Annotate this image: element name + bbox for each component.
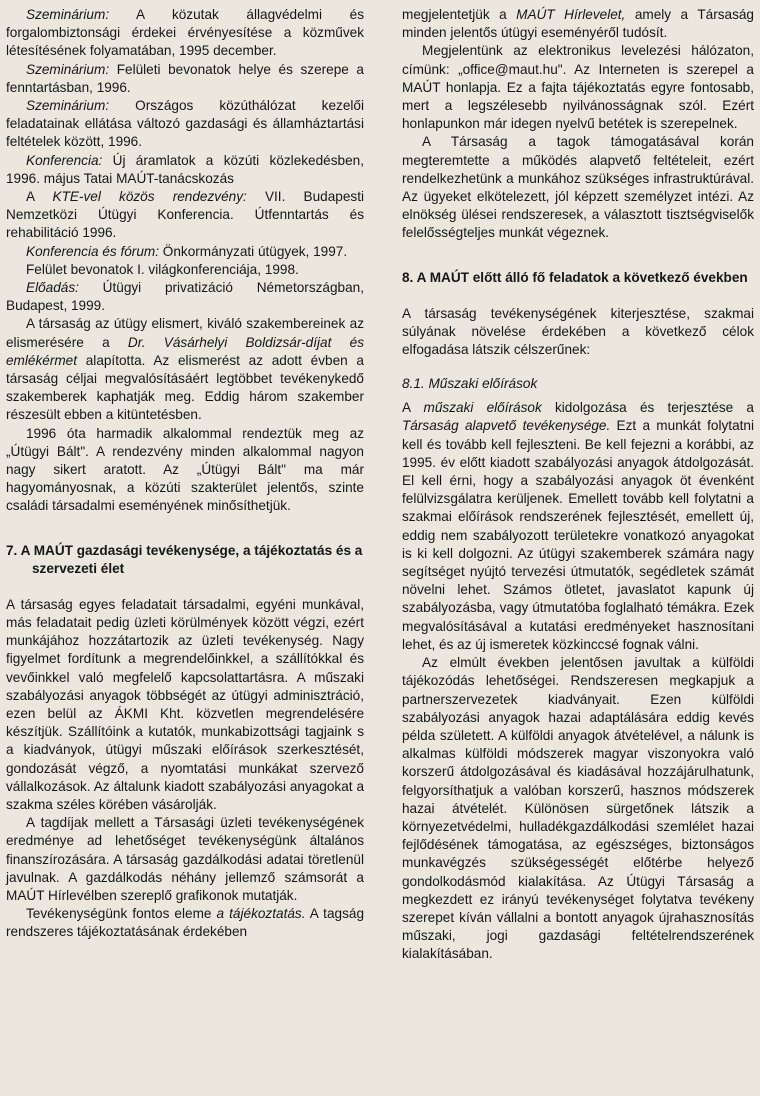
section-7-paragraph: A tagdíjak mellett a Társasági üzleti tevékenységének eredménye ad lehetőséget tevékenységünk általános finanszírozására. A társaság gazdálkodási adatai töretlenül javulnak. A gazdálkodás néhány jellemző számsorát a MAÚT Hírlevélben szereplő grafikonok mutatják. [6, 815, 364, 903]
section-8-1-paragraph: A műszaki előírások kidolgozása és terjesztése a Társaság alapvető tevékenysége. Ezt a munkát folytatni kell és tovább kell fejleszteni. Be kell fejezni a korábbi, az 1995. év előtt kiadott szabályozási anyagok átdolgozását. El kell érni, hogy a szabályozási anyagok öt évenként felülvizsgálatra kerüljenek. Emellett tovább kell folytatni a szakmai előírások rendszerének fejlesztését, emellett új, eddig nem szabályozott területekre vonatkozó anyagokat is ki kell dolgozni. Az útügyi szakemberek számára nagy segítséget nyújtó tervezési útmutatók, segédletek számát növelni lehet. Számos ötletet, javaslatot kapunk új szabályozásba, vagy útmutatóba foglalható témákra. Ezek megvalósításával a kutatási eredményeket hasznosítani lehet, és az új ismeretek közkinccsé fognak válni. [402, 400, 755, 652]
continued-paragraph: megjelentetjük a MAÚT Hírlevelet, amely a Társaság minden jelentős útügyi eseményéről tudósít. [402, 7, 754, 41]
support-paragraph: A Társaság a tagok támogatásával korán megteremtette a működés alapvető feltételeit, ezért rendelkezhetünk a munkához szükséges infrastruktúrával. Az ügyeket elkötelezett, jól képzett személyzet intézi. Az elnökség ülései rendszeresek, a választott tisztségviselők felelősségteljes munkát végeznek. [402, 134, 754, 241]
event-item: Felület bevonatok I. világkonferenciája, 1998. [26, 261, 299, 277]
left-column [6, 6, 364, 942]
right-column [402, 6, 754, 964]
section-7-paragraph: Tevékenységünk fontos eleme a tájékoztatás. A tagság rendszeres tájékoztatásának érdekében [6, 906, 365, 940]
event-item: Konferencia: Új áramlatok a közúti közlekedésben, 1996. május Tatai MAÚT-tanácskozás [6, 152, 364, 186]
event-item: Szeminárium: Országos közúthálózat kezelői feladatainak ellátása változó gazdasági és államháztartási feltételek között, 1996. [6, 98, 364, 150]
section-7-paragraph: A társaság egyes feladatait társadalmi, egyéni munkával, más feladatait pedig üzleti körülmények között végzi, ezért munkájához hozzátartozik az üzleti tevékenység. Nagy figyelmet fordítunk a megrendelőinkkel, a szállítókkal és vevőinkkel való megfelelő kapcsolattartásra. A műszaki szabályozási anyagok többségét az útügyi adminisztráció, ezen belül az ÁKMI Kht. közvetlen megrendelésére készítjük. Szállítóink a kutatók, munkabizottsági tagjaink s a kiadványok, útügyi műszaki előírások szerkesztését, gondozását végző, a nyomtatási munkákat szervező vállalkozások. Az általunk kiadott szabályozási anyagokat a szakma széles körében vásárolják. [6, 596, 364, 812]
email-paragraph: Megjelentünk az elektronikus levelezési hálózaton, címünk: „office@maut.hu". Az Interneten is szerepel a MAÚT honlapja. Ez a fajta tájékoztatás egyre fontosabb, mert a legszélesebb nyilvánosságnak szól. Ezért honlapunkon már idegen nyelvű betétek is szerepelnek. [402, 43, 754, 132]
section-8-1-paragraph: Az elmúlt években jelentősen javultak a külföldi tájékozódás lehetőségei. Rendszeresen megkapjuk a partnerszervezetek kiadványait. Ezen külföldi szabályozási anyagok hazai adaptálására eddig kevés példa született. A külföldi anyagok átvételével, a nálunk is alkalmas külföldi módszerek magyar viszonyokra való korszerű átdolgozásával és kiadásával hozzájárulhatunk, felgyorsíthatjuk a valóban korszerű, hasznos módszerek hazai átvételét. Különösen sürgetőnek látszik a környezetvédelmi, hulladékgazdálkodási szemlélet hazai fejlődésének támogatása, az egészséges, biztonságos munkavégzés szükségességét előtérbe helyező gondolkodásmód kialakítása. Az Útügyi Társaság a megkezdett ez irányú tevékenységet folytatva tevékeny szerepet kíván vállalni a bontott anyagok újrahasznosítás műszaki, jogi gazdasági feltételrendszerének kialakításában. [402, 655, 754, 962]
event-item: Szeminárium: Felületi bevonatok helye és szerepe a fenntartásban, 1996. [6, 61, 364, 95]
section-8-heading: 8. A MAÚT előtt álló fő feladatok a következő években [402, 269, 748, 285]
events-list [6, 6, 364, 315]
ball-paragraph: 1996 óta harmadik alkalommal rendeztük meg az „Útügyi Bált". A rendezvény minden alkalommal nagyon nagy sikert aratott. Az „Útügyi Bált" ma már hagyományosnak, a közúti szakterület jelentős, szinte családi társadalmi eseményének minősíthetjük. [6, 425, 364, 514]
section-8-1-heading: 8.1. Műszaki előírások [402, 376, 538, 392]
event-item: Szeminárium: A közutak állagvédelmi és forgalombiztonsági érdekei érvényesítése a közművek létesítésének folyamatában, 1995 december. [6, 7, 364, 59]
event-item: A KTE-vel közös rendezvény: VII. Budapesti Nemzetközi Útügyi Konferencia. Útfenntartás és rehabilitáció 1996. [6, 189, 364, 241]
event-item: Előadás: Útügyi privatizáció Németországban, Budapest, 1999. [6, 280, 364, 314]
section-7-heading: 7. A MAÚT gazdasági tevékenysége, a tájékoztatás és a szervezeti élet [6, 542, 363, 576]
section-8-intro: A társaság tevékenységének kiterjesztése, szakmai súlyának növelése érdekében a következő célok elfogadása látszik célszerűnek: [402, 305, 754, 358]
award-paragraph: A társaság az útügy elismert, kiváló szakembereinek az elismerésére a Dr. Vásárhelyi Boldizsár-díjat és emlékérmet alapította. Az elismerést az adott évben a társaság céljai megvalósításáért legtöbbet tevékenykedő szakemberek kaphatják meg. Eddig három szakember részesült ebben a kitüntetésben. [6, 316, 364, 423]
event-item: Konferencia és fórum: Önkormányzati útügyek, 1997. [26, 243, 348, 259]
